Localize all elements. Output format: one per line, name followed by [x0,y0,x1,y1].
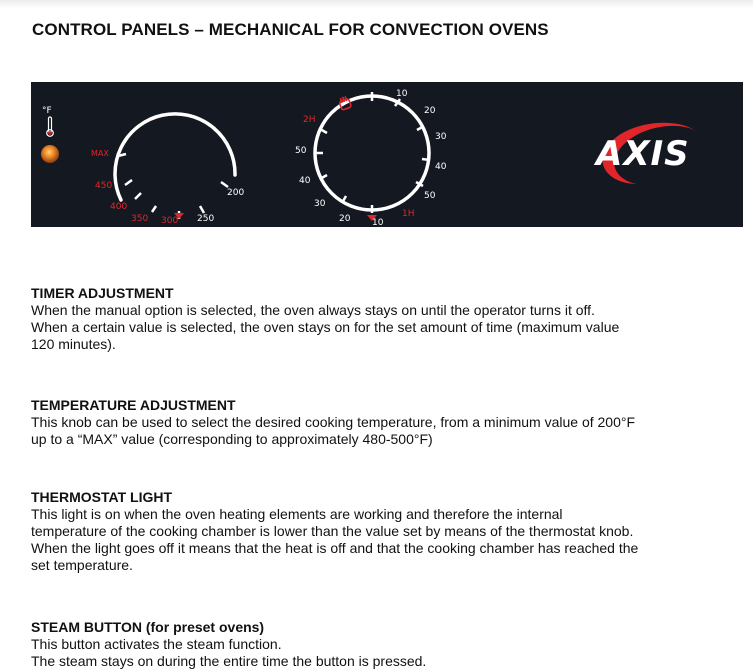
thermostat-knob [115,114,235,219]
section-line: When the light goes off it means that the heat is off and that the cooking chamber has reached the [31,540,639,556]
section-line: up to a “MAX” value (corresponding to approximately 480-500°F) [31,431,433,447]
thermostat-label-250: 250 [197,214,215,224]
section-line: This light is on when the oven heating elements are working and therefore the internal [31,506,563,522]
timer-label-right-40: 40 [435,162,447,172]
section-heading: STEAM BUTTON (for preset ovens) [31,619,265,635]
section-line: When the manual option is selected, the oven always stays on until the operator turns it off. [31,302,595,318]
section-temperature-adjustment [31,397,731,448]
timer-label-left-50: 50 [295,146,307,156]
thermostat-light-icon [41,145,59,163]
thermostat-label-200: 200 [227,188,245,198]
timer-label-right-10: 10 [396,89,408,99]
timer-label-left-20: 20 [339,214,351,224]
section-line: The steam stays on during the entire time the button is pressed. [31,653,427,669]
axis-logo [593,123,696,184]
timer-knob [315,92,430,221]
thermostat-label-300: 300 [161,216,179,226]
section-heading: TEMPERATURE ADJUSTMENT [31,397,236,413]
timer-label-left-10: 10 [372,218,384,227]
thermostat-label-max: MAX [91,149,109,158]
timer-label-1h: 1H [402,209,415,219]
thermometer-icon [47,117,54,136]
timer-label-right-50: 50 [424,191,436,201]
page-top-shade [0,0,753,8]
section-timer-adjustment [31,285,731,353]
unit-label: °F [42,106,52,116]
timer-label-left-40: 40 [299,176,311,186]
control-panel-image [31,82,743,227]
timer-label-right-20: 20 [424,106,436,116]
section-line: This knob can be used to select the desired cooking temperature, from a minimum value of 200°F [31,414,636,430]
thermostat-label-450: 450 [95,181,113,191]
section-line: This button activates the steam function. [31,636,282,652]
axis-logo-text: AXIS [596,134,690,174]
control-panel-graphic [31,82,743,227]
page-title: CONTROL PANELS – MECHANICAL FOR CONVECTION OVENS [32,20,549,39]
section-line: 120 minutes). [31,336,116,352]
timer-label-left-30: 30 [314,199,326,209]
section-thermostat-light [31,489,731,574]
timer-label-2h: 2H [303,115,316,125]
section-line: When a certain value is selected, the oven stays on for the set amount of time (maximum value [31,319,620,335]
thermostat-label-350: 350 [131,214,149,224]
section-line: temperature of the cooking chamber is lower than the value set by means of the thermostat knob. [31,523,634,539]
section-line: set temperature. [31,557,133,573]
section-heading: THERMOSTAT LIGHT [31,489,173,505]
thermostat-label-400: 400 [110,202,128,212]
section-heading: TIMER ADJUSTMENT [31,285,174,301]
timer-label-right-30: 30 [435,132,447,142]
section-steam-button [31,619,731,670]
